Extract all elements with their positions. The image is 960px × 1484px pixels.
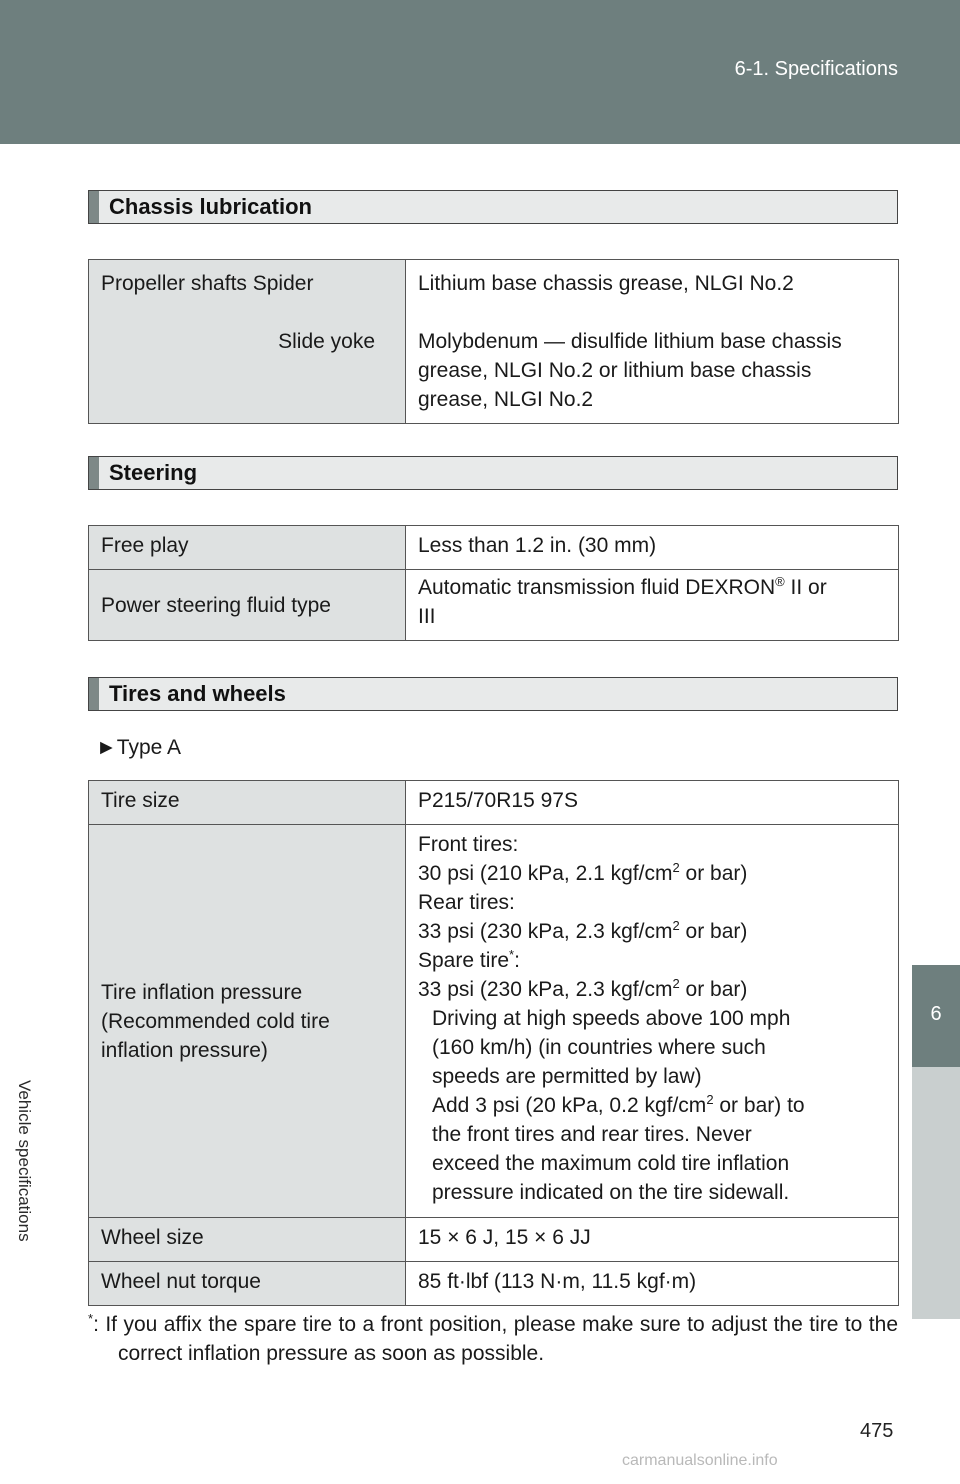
value-cell (406, 260, 899, 424)
value-line: exceed the maximum cold tire inflation (432, 1152, 790, 1175)
page-number: 475 (860, 1420, 894, 1442)
value-text: Less than 1.2 in. (30 mm) (418, 534, 657, 557)
chapter-tab[interactable] (912, 965, 960, 1067)
value-cell (406, 526, 899, 570)
label-cell (89, 781, 406, 825)
label-cell (89, 260, 406, 424)
section-title: Chassis lubrication (109, 194, 312, 219)
label-line: (Recommended cold tire (101, 1009, 330, 1033)
heading-stripe (89, 457, 99, 489)
value-line: Rear tires: (418, 891, 515, 914)
label-cell (89, 1218, 406, 1262)
value-line: Front tires: (418, 833, 519, 856)
value-cell (406, 1218, 899, 1262)
watermark: carmanualsonline.info (622, 1452, 778, 1469)
section-heading-chassis (88, 190, 898, 224)
registered-mark: ® (775, 574, 785, 589)
value-line: Molybdenum — disulfide lithium base chassis (418, 330, 842, 353)
value-line: Lithium base chassis grease, NLGI No.2 (418, 272, 794, 295)
label-cell (89, 526, 406, 570)
table-row (89, 570, 899, 641)
page-header (0, 0, 960, 144)
value-cell (406, 1262, 899, 1306)
type-label: ►Type A (96, 736, 182, 759)
tires-table (88, 780, 899, 1306)
table-row (89, 1262, 899, 1306)
header-title: 6-1. Specifications (734, 58, 898, 80)
label-cell (89, 570, 406, 641)
steering-table (88, 525, 899, 641)
value-line: Add 3 psi (20 kPa, 0.2 kgf/$cm^2$ or bar) to (432, 1092, 805, 1117)
value-line: 30 psi (210 kPa, 2.1 kgf/$cm^2$ or bar) (418, 860, 748, 885)
table-row (89, 526, 899, 570)
value-line: 33 psi (230 kPa, 2.3 kgf/$cm^2$ or bar) (418, 918, 748, 943)
value-text: 15 × 6 J, 15 × 6 JJ (418, 1226, 591, 1249)
footnote-marker: * (509, 947, 515, 962)
footnote-text: : If you affix the spare tire to a front position, please make sure to adjust the tire to the correct inflation pressure as soon as possible. (93, 1313, 898, 1365)
value-cell (406, 781, 899, 825)
chapter-number: 6 (930, 1003, 942, 1025)
value-line: Driving at high speeds above 100 mph (432, 1007, 791, 1030)
chassis-table (88, 259, 899, 424)
heading-stripe (89, 191, 99, 223)
label-line: Slide yoke (278, 330, 375, 353)
value-text: P215/70R15 97S (418, 789, 578, 812)
table-row (89, 825, 899, 1218)
value-line: 33 psi (230 kPa, 2.3 kgf/$cm^2$ or bar) (418, 976, 748, 1001)
value-line: Automatic transmission fluid DEXRON® II or (418, 574, 827, 599)
value-line: Spare tire*: (418, 947, 520, 972)
chapter-tab-label (6, 1080, 42, 1310)
value-cell (406, 570, 899, 641)
value-cell (406, 825, 899, 1218)
label-line: Propeller shafts Spider (101, 272, 314, 295)
label-cell (89, 1262, 406, 1306)
triangle-marker-icon: ► (96, 736, 117, 759)
value-line: III (418, 605, 436, 628)
section-heading-steering (88, 456, 898, 490)
value-line: (160 km/h) (in countries where such (432, 1036, 766, 1059)
chapter-tab-label-bg (912, 1067, 960, 1319)
value-line: grease, NLGI No.2 or lithium base chassis (418, 359, 812, 382)
label-text: Wheel nut torque (101, 1270, 261, 1293)
label-line: Tire inflation pressure (101, 980, 303, 1004)
label-text: Tire size (101, 789, 180, 812)
table-row (89, 781, 899, 825)
label-text: Wheel size (101, 1226, 204, 1249)
section-title: Tires and wheels (109, 681, 286, 706)
value-line: grease, NLGI No.2 (418, 388, 594, 411)
label-cell (89, 825, 406, 1218)
label-text: Power steering fluid type (101, 593, 331, 617)
label-line: inflation pressure) (101, 1038, 268, 1062)
table-row (89, 260, 899, 424)
value-line: speeds are permitted by law) (432, 1065, 702, 1088)
value-text: 85 ft·lbf (113 N·m, 11.5 kgf·m) (418, 1270, 697, 1293)
section-title: Steering (109, 460, 198, 485)
label-text: Free play (101, 534, 189, 557)
footnote-marker: * (88, 1311, 94, 1326)
value-line: the front tires and rear tires. Never (432, 1123, 752, 1146)
heading-stripe (89, 678, 99, 710)
chapter-label-text: Vehicle specifications (15, 1080, 34, 1242)
table-row (89, 1218, 899, 1262)
footnote (88, 1310, 898, 1368)
value-line: pressure indicated on the tire sidewall. (432, 1181, 790, 1204)
section-heading-tires (88, 677, 898, 711)
